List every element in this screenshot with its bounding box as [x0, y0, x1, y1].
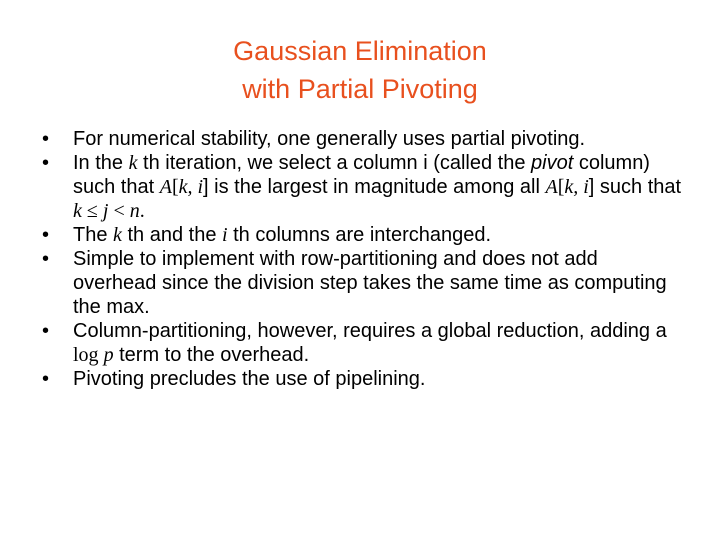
bullet-dot: • — [42, 320, 50, 342]
math-i: i — [222, 224, 228, 246]
bullet-text: th and the — [121, 224, 222, 246]
title-line-2: with Partial Pivoting — [242, 74, 478, 104]
math-k: k — [128, 152, 138, 174]
math-k: k — [73, 200, 82, 222]
math-bracket-open: [ — [171, 176, 179, 198]
math-A: A — [545, 176, 558, 198]
bullet-item-3 — [42, 223, 682, 247]
bullet-text: th iteration, we select a column i (called the — [137, 152, 532, 174]
math-k: k — [113, 224, 122, 246]
bullet-dot: • — [42, 152, 50, 174]
bullet-text: For numerical stability, one generally uses partial pivoting. — [73, 128, 586, 150]
bullet-text: ] is the largest in magnitude among all — [203, 176, 546, 198]
bullet-text: In the — [73, 152, 129, 174]
bullet-text: Simple to implement with row-partitioning and does not add overhead since the division step takes the same time as computing the max. — [73, 248, 667, 318]
bullet-text: th columns are interchanged. — [227, 224, 492, 246]
bullet-list — [42, 127, 682, 391]
bullet-text: ] such that — [588, 176, 682, 198]
math-j: j — [102, 200, 109, 222]
bullet-item-2 — [42, 151, 682, 223]
bullet-item-1 — [42, 127, 682, 151]
emphasis-pivot: pivot — [531, 152, 574, 174]
math-period: . — [139, 200, 145, 222]
bullet-text: The — [73, 224, 114, 246]
bullet-dot: • — [42, 224, 50, 246]
math-lt: < — [108, 200, 130, 222]
math-k-i: k, i — [178, 176, 204, 198]
math-leq: ≤ — [81, 200, 103, 222]
bullet-text: column) such that — [73, 152, 650, 198]
math-bracket-open: [ — [557, 176, 565, 198]
bullet-dot: • — [42, 248, 50, 270]
bullet-item-5 — [42, 319, 682, 367]
bullet-text: Column-partitioning, however, requires a global reduction, adding a — [73, 320, 667, 342]
bullet-dot: • — [42, 368, 50, 390]
math-p: p — [103, 344, 114, 366]
math-n: n — [129, 200, 140, 222]
math-log: log — [73, 344, 104, 366]
math-k-i: k, i — [564, 176, 589, 198]
slide-title — [0, 32, 720, 108]
bullet-text: Pivoting precludes the use of pipelining. — [73, 368, 426, 390]
title-line-1: Gaussian Elimination — [233, 36, 487, 66]
bullet-dot: • — [42, 128, 50, 150]
bullet-text: term to the overhead. — [113, 344, 310, 366]
math-A: A — [159, 176, 172, 198]
bullet-item-4 — [42, 247, 682, 319]
bullet-item-6 — [42, 367, 682, 391]
